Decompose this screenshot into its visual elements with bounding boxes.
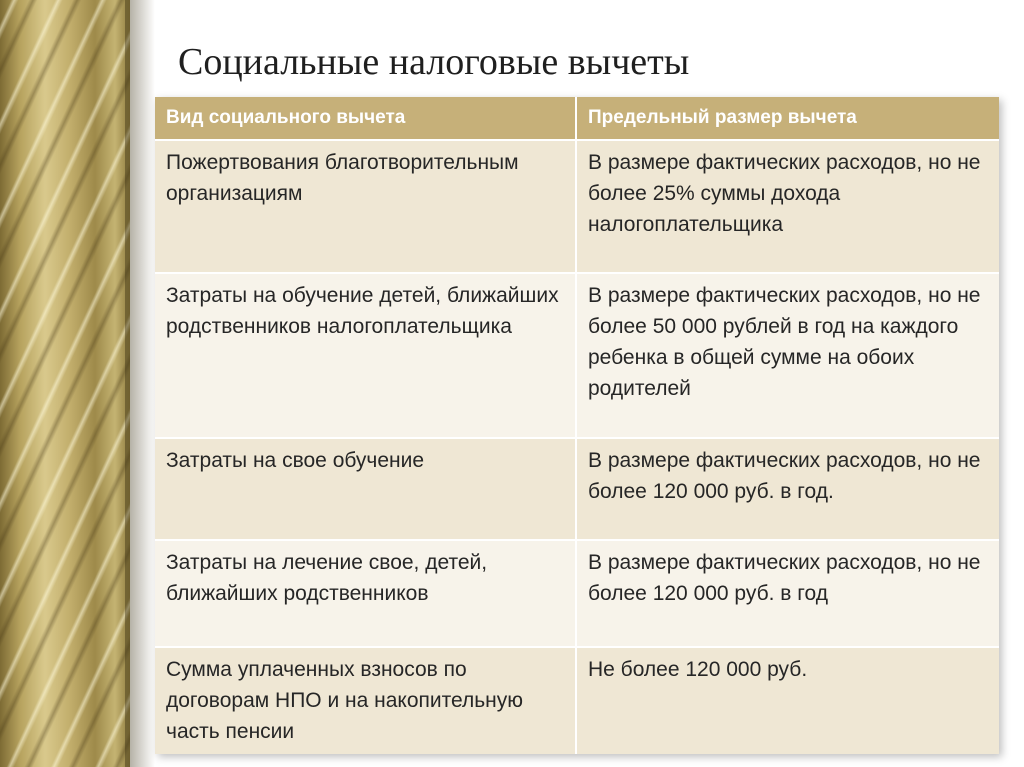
deduction-type-cell: Пожертвования благотворительным организациям (155, 140, 576, 273)
slide-title: Социальные налоговые вычеты (178, 41, 690, 83)
header-limit: Предельный размер вычета (576, 97, 999, 140)
table-row (155, 647, 999, 754)
deduction-limit-cell: Не более 120 000 руб. (576, 647, 999, 754)
table-row (155, 438, 999, 540)
stripes-shadow (125, 0, 155, 767)
deduction-limit-cell: В размере фактических расходов, но не более 50 000 рублей в год на каждого ребенка в общей сумме на обоих родителей (576, 273, 999, 438)
deduction-type-cell: Затраты на обучение детей, ближайших родственников налогоплательщика (155, 273, 576, 438)
deduction-limit-cell: В размере фактических расходов, но не более 120 000 руб. в год. (576, 438, 999, 540)
deduction-limit-cell: В размере фактических расходов, но не более 25% суммы дохода налогоплательщика (576, 140, 999, 273)
deduction-limit-cell: В размере фактических расходов, но не более 120 000 руб. в год (576, 540, 999, 647)
header-deduction-type: Вид социального вычета (155, 97, 576, 140)
table-header-row (155, 97, 999, 140)
deduction-type-cell: Затраты на свое обучение (155, 438, 576, 540)
table-row (155, 540, 999, 647)
deduction-type-cell: Сумма уплаченных взносов по договорам НПО и на накопительную часть пенсии (155, 647, 576, 754)
deduction-type-cell: Затраты на лечение свое, детей, ближайших родственников (155, 540, 576, 647)
decorative-stripes (0, 0, 130, 767)
table-row (155, 273, 999, 438)
deductions-table (155, 97, 999, 754)
table-row (155, 140, 999, 273)
